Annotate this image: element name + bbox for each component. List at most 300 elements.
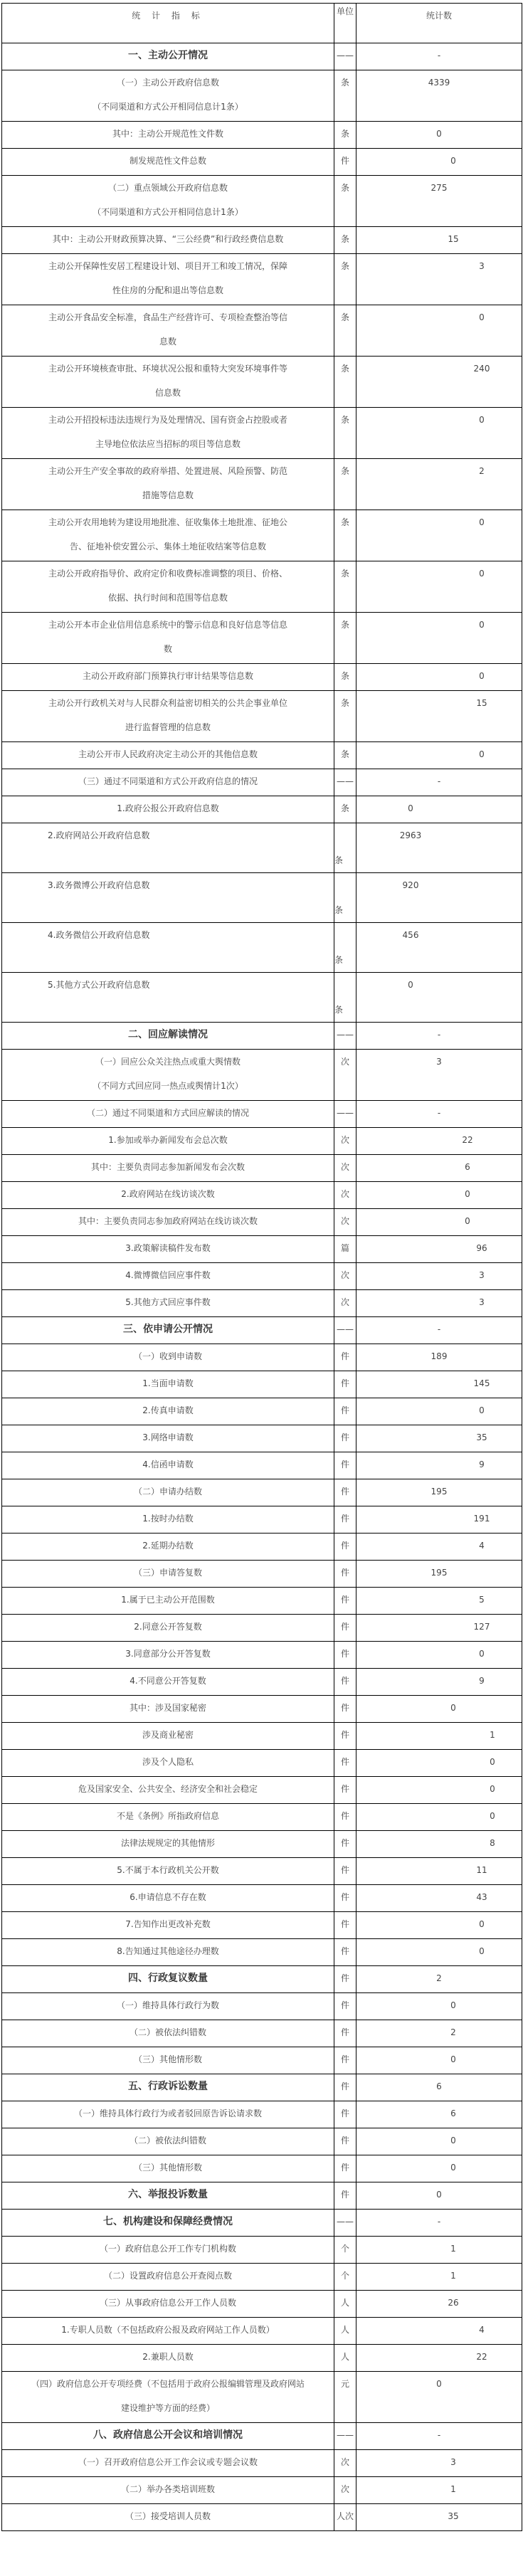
indicator-text: 依据、执行时间和范围等信息数 (107, 593, 228, 603)
unit-cell: 条 (334, 873, 356, 923)
table-row (2, 1209, 522, 1236)
value-text: 0 (450, 2163, 456, 2173)
indicator-cell (2, 254, 334, 305)
indicator-text: 措施等信息数 (142, 490, 194, 500)
value-cell (356, 769, 522, 796)
indicator-cell (2, 1669, 334, 1696)
indicator-text: （三）其他情形数 (133, 2163, 202, 2173)
unit-cell: 条 (334, 923, 356, 973)
indicator-text: 主动公开食品安全标准，食品生产经营许可、专项检查整治等信 (48, 312, 287, 322)
indicator-cell (2, 1128, 334, 1155)
indicator-cell (2, 2423, 334, 2450)
indicator-text: 2.兼职人员数 (142, 2352, 194, 2362)
value-cell (356, 1290, 522, 1317)
indicator-cell (2, 408, 334, 459)
indicator-text: 4.信函申请数 (142, 1459, 194, 1469)
unit-cell: 人 (334, 2291, 356, 2318)
unit-cell: 次 (334, 2450, 356, 2477)
unit-cell: 件 (334, 2074, 356, 2101)
indicator-text: 1.属于已主动公开范围数 (121, 1595, 215, 1605)
value-text: 0 (465, 1216, 470, 1226)
indicator-cell (2, 1452, 334, 1479)
table-row (2, 1479, 522, 1506)
header-value: 统计数 (356, 4, 522, 43)
unit-cell: 条 (334, 305, 356, 357)
unit-cell: 条 (334, 459, 356, 510)
indicator-text: 主动公开生产安全事故的政府举措、处置进展、风险预警、防范 (48, 466, 287, 476)
table-row (2, 1263, 522, 1290)
table-row (2, 691, 522, 742)
indicator-cell (2, 1885, 334, 1912)
unit-cell: 件 (334, 2047, 356, 2074)
indicator-cell (2, 823, 334, 873)
value-text: 0 (408, 803, 413, 813)
indicator-text: 6.申请信息不存在数 (130, 1892, 206, 1902)
indicator-text: 4.政务微信公开政府信息数 (48, 930, 150, 940)
value-cell (356, 43, 522, 70)
indicator-cell (2, 1561, 334, 1588)
unit-cell: 个 (334, 2264, 356, 2291)
indicator-text: 三、依申请公开情况 (123, 1324, 213, 1335)
indicator-cell (2, 2477, 334, 2504)
indicator-cell (2, 1317, 334, 1344)
value-text: 0 (436, 2379, 442, 2389)
value-cell (356, 613, 522, 664)
unit-cell: 件 (334, 1398, 356, 1425)
indicator-text: 六、举报投诉数量 (128, 2189, 208, 2200)
unit-cell: 件 (334, 1371, 356, 1398)
unit-cell: 件 (334, 1939, 356, 1966)
indicator-cell (2, 2291, 334, 2318)
unit-cell: 件 (334, 1858, 356, 1885)
indicator-cell (2, 1023, 334, 1050)
value-cell (356, 2155, 522, 2182)
indicator-text: 5.其他方式回应事件数 (125, 1297, 211, 1307)
table-row (2, 1723, 522, 1750)
section-header-row (2, 1317, 522, 1344)
indicator-text: 主动公开行政机关对与人民群众利益密切相关的公共企事业单位 (48, 698, 287, 708)
value-text: 2 (450, 2027, 456, 2037)
indicator-cell (2, 305, 334, 357)
section-header-row (2, 2074, 522, 2101)
indicator-text: 告、征地补偿安置公示、集体土地征收结案等信息数 (69, 542, 266, 551)
section-header-row (2, 2423, 522, 2450)
table-row (2, 2291, 522, 2318)
indicator-text: 其中：主动公开财政预算决算、“三公经费”和行政经费信息数 (52, 234, 284, 244)
value-cell (356, 2182, 522, 2210)
table-row (2, 2477, 522, 2504)
indicator-text: 4.不同意公开答复数 (130, 1676, 206, 1686)
value-cell (356, 357, 522, 408)
indicator-cell (2, 1155, 334, 1182)
value-cell (356, 1344, 522, 1371)
value-text: 191 (473, 1514, 490, 1524)
unit-cell: 条 (334, 796, 356, 823)
unit-cell: 条 (334, 357, 356, 408)
table-row (2, 408, 522, 459)
value-text: 22 (476, 2352, 487, 2362)
value-cell (356, 1182, 522, 1209)
indicator-text: 1.参加或举办新闻发布会总次数 (108, 1135, 228, 1145)
value-text: 0 (465, 1189, 470, 1199)
indicator-text: 主动公开政府指导价、政府定价和收费标准调整的项目、价格、 (48, 569, 287, 579)
value-text: 0 (490, 1784, 495, 1794)
value-cell (356, 1506, 522, 1534)
value-text: 0 (490, 1757, 495, 1767)
value-text: - (437, 2217, 441, 2227)
value-cell (356, 2291, 522, 2318)
value-cell (356, 691, 522, 742)
unit-cell: 条 (334, 742, 356, 769)
table-row (2, 1993, 522, 2020)
unit-cell: 件 (334, 2020, 356, 2047)
table-row (2, 2101, 522, 2128)
unit-cell: 条 (334, 227, 356, 254)
indicator-text: （二）重点领域公开政府信息数 (107, 183, 228, 193)
value-text: 3 (479, 261, 485, 271)
value-cell (356, 2318, 522, 2345)
value-cell (356, 1804, 522, 1831)
value-cell (356, 227, 522, 254)
value-text: 127 (473, 1622, 490, 1632)
indicator-cell (2, 1777, 334, 1804)
table-row (2, 823, 522, 873)
unit-cell: 件 (334, 1452, 356, 1479)
value-cell (356, 1561, 522, 1588)
unit-cell: 条 (334, 613, 356, 664)
unit-cell: 件 (334, 1561, 356, 1588)
value-text: - (437, 2430, 441, 2440)
indicator-cell (2, 1506, 334, 1534)
unit-cell: 件 (334, 2101, 356, 2128)
value-text: 1 (450, 2484, 456, 2494)
unit-cell: 件 (334, 1777, 356, 1804)
indicator-cell (2, 1831, 334, 1858)
value-cell (356, 561, 522, 613)
value-text: 0 (436, 2190, 442, 2200)
indicator-cell (2, 1209, 334, 1236)
indicator-text: （不同方式回应同一热点或舆情计1次） (93, 1081, 243, 1091)
value-text: 6 (450, 2108, 456, 2118)
value-cell (356, 2128, 522, 2155)
indicator-text: （一）回应公众关注热点或重大舆情数 (95, 1057, 241, 1067)
indicator-text: 四、行政复议数量 (128, 1973, 208, 1984)
indicator-text: 制发规范性文件总数 (129, 156, 206, 166)
unit-cell: 件 (334, 1344, 356, 1371)
table-row (2, 1561, 522, 1588)
table-row (2, 2237, 522, 2264)
value-text: 4339 (428, 78, 450, 88)
indicator-text: 七、机构建设和保障经费情况 (103, 2216, 233, 2227)
unit-cell: —— (334, 1023, 356, 1050)
statistics-table (1, 3, 522, 2531)
indicator-text: 2.同意公开答复数 (134, 1622, 202, 1632)
unit-cell: 条 (334, 691, 356, 742)
unit-cell: —— (334, 2210, 356, 2237)
value-cell (356, 1939, 522, 1966)
value-cell (356, 2101, 522, 2128)
indicator-text: 7.告知作出更改补充数 (125, 1919, 211, 1929)
value-cell (356, 1023, 522, 1050)
unit-cell: 件 (334, 1750, 356, 1777)
unit-cell: 条 (334, 254, 356, 305)
indicator-cell (2, 2345, 334, 2372)
value-cell (356, 1317, 522, 1344)
value-text: 35 (448, 2511, 459, 2521)
value-cell (356, 823, 522, 873)
indicator-cell (2, 2210, 334, 2237)
indicator-text: （三）其他情形数 (133, 2054, 202, 2064)
table-row (2, 1371, 522, 1398)
value-text: - (437, 51, 441, 60)
value-text: 0 (479, 1649, 485, 1659)
indicator-cell (2, 2182, 334, 2210)
value-text: 3 (450, 2457, 456, 2467)
indicator-text: 主动公开政府部门预算执行审计结果等信息数 (82, 671, 253, 681)
value-text: 96 (476, 1243, 487, 1253)
value-cell (356, 1101, 522, 1128)
value-cell (356, 1777, 522, 1804)
value-cell (356, 1723, 522, 1750)
table-row (2, 613, 522, 664)
indicator-cell (2, 2047, 334, 2074)
value-cell (356, 1209, 522, 1236)
header-unit: 单位 (334, 4, 356, 43)
value-text: 0 (450, 2054, 456, 2064)
value-cell (356, 2237, 522, 2264)
value-cell (356, 70, 522, 122)
value-text: 0 (479, 569, 485, 579)
table-row (2, 1182, 522, 1209)
unit-cell: 件 (334, 1615, 356, 1642)
unit-cell: 件 (334, 1506, 356, 1534)
table-row (2, 973, 522, 1023)
value-text: 0 (479, 312, 485, 322)
indicator-text: 1.按时办结数 (142, 1514, 194, 1524)
unit-cell: 件 (334, 1479, 356, 1506)
value-cell (356, 1696, 522, 1723)
value-text: 0 (450, 1703, 456, 1713)
indicator-text: 3.政策解读稿件发布数 (125, 1243, 211, 1253)
indicator-text: 1.当面申请数 (142, 1378, 194, 1388)
value-cell (356, 2074, 522, 2101)
indicator-text: （三）接受培训人员数 (125, 2511, 211, 2521)
value-cell (356, 1750, 522, 1777)
value-cell (356, 1371, 522, 1398)
value-cell (356, 1885, 522, 1912)
value-cell (356, 873, 522, 923)
indicator-text: 信息数 (154, 388, 181, 398)
indicator-text: 其中：主动公开规范性文件数 (112, 129, 223, 139)
table-row (2, 2020, 522, 2047)
indicator-text: 性住房的分配和退出等信息数 (112, 285, 223, 295)
unit-cell: 件 (334, 1804, 356, 1831)
value-cell (356, 510, 522, 561)
indicator-text: 8.告知通过其他途径办理数 (117, 1946, 219, 1956)
table-row (2, 2372, 522, 2423)
indicator-text: （三）申请答复数 (133, 1568, 202, 1578)
table-row (2, 510, 522, 561)
value-cell (356, 1534, 522, 1561)
unit-cell: 件 (334, 1696, 356, 1723)
indicator-cell (2, 1750, 334, 1777)
header-indicator: 统 计 指 标 (2, 4, 334, 43)
value-text: 0 (436, 129, 442, 139)
indicator-text: （一）政府信息公开工作专门机构数 (99, 2244, 236, 2254)
table-header-row (2, 4, 522, 43)
value-text: 26 (448, 2298, 459, 2308)
indicator-text: （二）通过不同渠道和方式回应解读的情况 (86, 1108, 249, 1118)
unit-cell: —— (334, 2423, 356, 2450)
value-text: 6 (436, 2081, 442, 2091)
value-text: 0 (450, 156, 456, 166)
indicator-cell (2, 459, 334, 510)
unit-cell: 件 (334, 1669, 356, 1696)
indicator-cell (2, 1236, 334, 1263)
indicator-cell (2, 1182, 334, 1209)
indicator-cell (2, 613, 334, 664)
table-row (2, 1669, 522, 1696)
table-row (2, 2047, 522, 2074)
table-row (2, 796, 522, 823)
indicator-cell (2, 122, 334, 149)
table-row (2, 769, 522, 796)
value-text: 4 (479, 1541, 485, 1551)
indicator-cell (2, 149, 334, 176)
value-text: 275 (430, 183, 448, 193)
indicator-cell (2, 769, 334, 796)
unit-cell: 次 (334, 1050, 356, 1101)
unit-cell: 件 (334, 1885, 356, 1912)
value-cell (356, 149, 522, 176)
unit-cell: 条 (334, 70, 356, 122)
unit-cell: 篇 (334, 1236, 356, 1263)
section-header-row (2, 1966, 522, 1993)
indicator-text: 1.政府公报公开政府信息数 (117, 803, 219, 813)
table-row (2, 1506, 522, 1534)
value-cell (356, 122, 522, 149)
indicator-text: （一）主动公开政府信息数 (116, 78, 219, 88)
table-row (2, 1452, 522, 1479)
indicator-cell (2, 2264, 334, 2291)
table-row (2, 1398, 522, 1425)
indicator-text: 3.同意部分公开答复数 (125, 1649, 211, 1659)
indicator-cell (2, 2237, 334, 2264)
value-text: 2963 (399, 830, 422, 840)
table-row (2, 1615, 522, 1642)
unit-cell: 件 (334, 2182, 356, 2210)
unit-cell: 件 (334, 149, 356, 176)
indicator-text: （三）从事政府信息公开工作人员数 (99, 2298, 236, 2308)
value-text: 0 (450, 2136, 456, 2145)
value-text: 1 (490, 1730, 495, 1740)
indicator-cell (2, 1642, 334, 1669)
value-cell (356, 1912, 522, 1939)
value-cell (356, 2020, 522, 2047)
value-text: 195 (430, 1568, 448, 1578)
value-text: - (437, 776, 441, 786)
unit-cell: 次 (334, 2477, 356, 2504)
table-row (2, 1534, 522, 1561)
table-row (2, 561, 522, 613)
indicator-text: 其中：主要负责同志参加政府网站在线访谈次数 (78, 1216, 258, 1226)
indicator-cell (2, 1290, 334, 1317)
table-row (2, 1777, 522, 1804)
value-cell (356, 1155, 522, 1182)
indicator-cell (2, 2372, 334, 2423)
table-row (2, 873, 522, 923)
table-row (2, 1155, 522, 1182)
indicator-cell (2, 176, 334, 227)
value-cell (356, 1263, 522, 1290)
value-cell (356, 1858, 522, 1885)
indicator-text: （二）被依法纠错数 (129, 2136, 206, 2145)
indicator-cell (2, 1371, 334, 1398)
table-row (2, 1750, 522, 1777)
unit-cell: 条 (334, 408, 356, 459)
table-row (2, 2504, 522, 2531)
table-row (2, 2264, 522, 2291)
value-cell (356, 742, 522, 769)
indicator-cell (2, 2020, 334, 2047)
value-text: 195 (430, 1487, 448, 1496)
indicator-text: （四）政府信息公开专项经费（不包括用于政府公报编辑管理及政府网站 (31, 2379, 305, 2389)
unit-cell: —— (334, 43, 356, 70)
indicator-text: 法律法规规定的其他情形 (120, 1838, 215, 1848)
indicator-cell (2, 1344, 334, 1371)
indicator-cell (2, 1858, 334, 1885)
value-text: - (437, 1030, 441, 1040)
table-row (2, 1912, 522, 1939)
value-text: 9 (479, 1676, 485, 1686)
indicator-cell (2, 973, 334, 1023)
unit-cell: 件 (334, 1912, 356, 1939)
indicator-cell (2, 1912, 334, 1939)
indicator-text: 主动公开农用地转为建设用地批准、征收集体土地批准、征地公 (48, 517, 287, 527)
unit-cell: 件 (334, 1831, 356, 1858)
table-row (2, 1425, 522, 1452)
value-cell (356, 664, 522, 691)
value-text: 0 (479, 1919, 485, 1929)
indicator-cell (2, 2504, 334, 2531)
value-cell (356, 1479, 522, 1506)
indicator-cell (2, 1263, 334, 1290)
indicator-text: 主动公开市人民政府决定主动公开的其他信息数 (78, 749, 258, 759)
indicator-cell (2, 1588, 334, 1615)
indicator-text: 主动公开保障性安居工程建设计划、项目开工和竣工情况，保障 (48, 261, 287, 271)
unit-cell: 件 (334, 1993, 356, 2020)
value-text: 5 (479, 1595, 485, 1605)
indicator-text: 息数 (159, 337, 176, 347)
unit-cell: 件 (334, 1588, 356, 1615)
table-row (2, 664, 522, 691)
indicator-cell (2, 1696, 334, 1723)
table-row (2, 1642, 522, 1669)
indicator-text: （二）举办各类培训班数 (120, 2484, 215, 2494)
unit-cell: 次 (334, 1263, 356, 1290)
indicator-cell (2, 70, 334, 122)
value-text: 35 (476, 1432, 487, 1442)
indicator-text: （二）申请办结数 (133, 1487, 202, 1496)
value-cell (356, 408, 522, 459)
indicator-text: 5.其他方式公开政府信息数 (48, 980, 150, 990)
unit-cell: 次 (334, 1182, 356, 1209)
indicator-text: （二）设置政府信息公开查阅点数 (103, 2271, 232, 2281)
indicator-text: 建设维护等方面的经费） (120, 2403, 215, 2413)
unit-cell: 次 (334, 1290, 356, 1317)
indicator-cell (2, 2318, 334, 2345)
indicator-text: 一、主动公开情况 (128, 50, 208, 61)
